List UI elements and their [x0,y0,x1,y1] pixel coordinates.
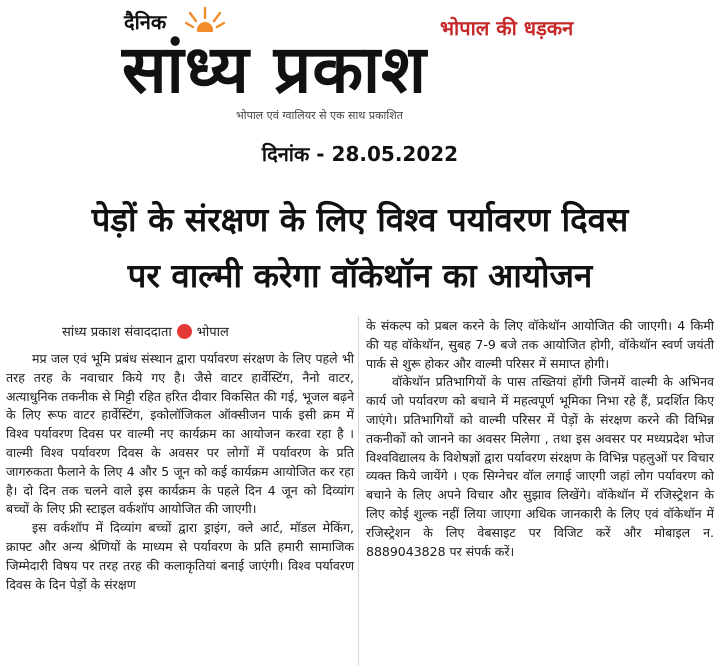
sun-logo-icon [185,6,225,32]
byline-place: भोपाल [196,325,229,340]
article-column-right [366,317,714,561]
article-column-left [6,350,354,594]
headline-line-2: पर वाल्मी करेगा वॉकेथॉन का आयोजन [127,256,593,295]
headline-line-1: पेड़ों के संरक्षण के लिए विश्व पर्यावरण दिवस [91,200,629,239]
article-paragraph: इस वर्कशॉप में दिव्यांग बच्चों द्वारा ड्राइंग, क्ले आर्ट, मॉडल मेकिंग, क्राफ्ट और अन्य श्रेणियों के माध्यम से पर्यावरण के प्रति हमारी सामाजिक जिम्मेदारी विषय पर तरह तरह की कलाकृतियां बनाई जाएंगी। विश्व पर्यावरण दिवस के दिन पेड़ों के संरक्षण [6,520,354,592]
article-paragraph: मप्र जल एवं भूमि प्रबंध संस्थान द्वारा पर्यावरण संरक्षण के लिए पहले भी तरह तरह के नवाचार किये गए है। जैसे वाटर हार्वेस्टिंग, नैनो वाटर, अत्याधुनिक तकनीक से मिट्टी रहित हरित दीवार विकसित की गई, भूजल बढ़ने के लिए रूफ वाटर हार्वेस्टिंग, इकोलॉजिकल ऑक्सीजन पार्क इसी क्रम में विश्व पर्यावरण दिवस पर वाल्मी नए कार्यक्रम का आयोजन करवा रहा है । वाल्मी विश्व पर्यावरण दिवस के अवसर पर लोगों में पर्यावरण के प्रति जागरुकता फैलाने के लिए 4 और 5 जून को कई कार्यक्रम आयोजित कर रहा है। दो दिन तक चलने वाले इस कार्यक्रम के पहले दिन 4 जून को दिव्यांग बच्चों के लिए फ्री स्टाइल वर्कशॉप आयोजित की जाएगी। [6,351,354,517]
article-paragraph: वॉकेथॉन प्रतिभागियों के पास तख्तियां होंगी जिनमें वाल्मी के अभिनव कार्य जो पर्यावरण को बचाने में महत्वपूर्ण भूमिका निभा रहे हैं, प्रदर्शित किए जाएंगे। प्रतिभागियों को वाल्मी परिसर में पेड़ों के संरक्षण करने की विभिन्न तकनीकों को जानने का अवसर मिलेगा , तथा इस अवसर पर मध्यप्रदेश भोज विश्वविद्यालय के विशेषज्ञों द्वारा पर्यावरण संरक्षण के विभिन्न पहलुओं पर विचार व्यक्त किये जायेंगे । एक सिग्नेचर वॉल लगाई जाएगी जहां लोग पर्यावरण को बचाने के लिए अपने विचार और सुझाव लिखेंगे। वॉकेथॉन में रजिस्ट्रेशन के लिए कोई शुल्क नहीं लिया जाएगा अधिक जानकारी के लिए एवं वॉकेथॉन में रजिस्ट्रेशन के लिए वेबसाइट पर विजिट करें और मोबाइल न. 8889043828 पर संपर्क करें। [366,374,714,559]
article-paragraph: के संकल्प को प्रबल करने के लिए वॉकेथॉन आयोजित की जाएगी। 4 किमी की यह वॉकेथॉन, सुबह 7-9 बजे तक आयोजित होगी, वॉकेथॉन स्वर्ण जयंती पार्क से शुरू होकर और वाल्मी परिसर में समाप्त होगी। [366,318,714,371]
masthead [0,0,720,135]
masthead-title: सांध्य प्रकाश [122,31,427,108]
column-divider [358,316,359,666]
publication-date: दिनांक - 28.05.2022 [261,142,459,166]
masthead-tagline: भोपाल की धड़कन [440,16,574,40]
byline [62,322,229,340]
red-dot-icon [177,324,192,339]
masthead-subtitle: भोपाल एवं ग्वालियर से एक साथ प्रकाशित [236,109,403,122]
masthead-daily-label: दैनिक [124,10,167,34]
article-headline [10,192,710,304]
byline-author: सांध्य प्रकाश संवाददाता [62,325,172,340]
